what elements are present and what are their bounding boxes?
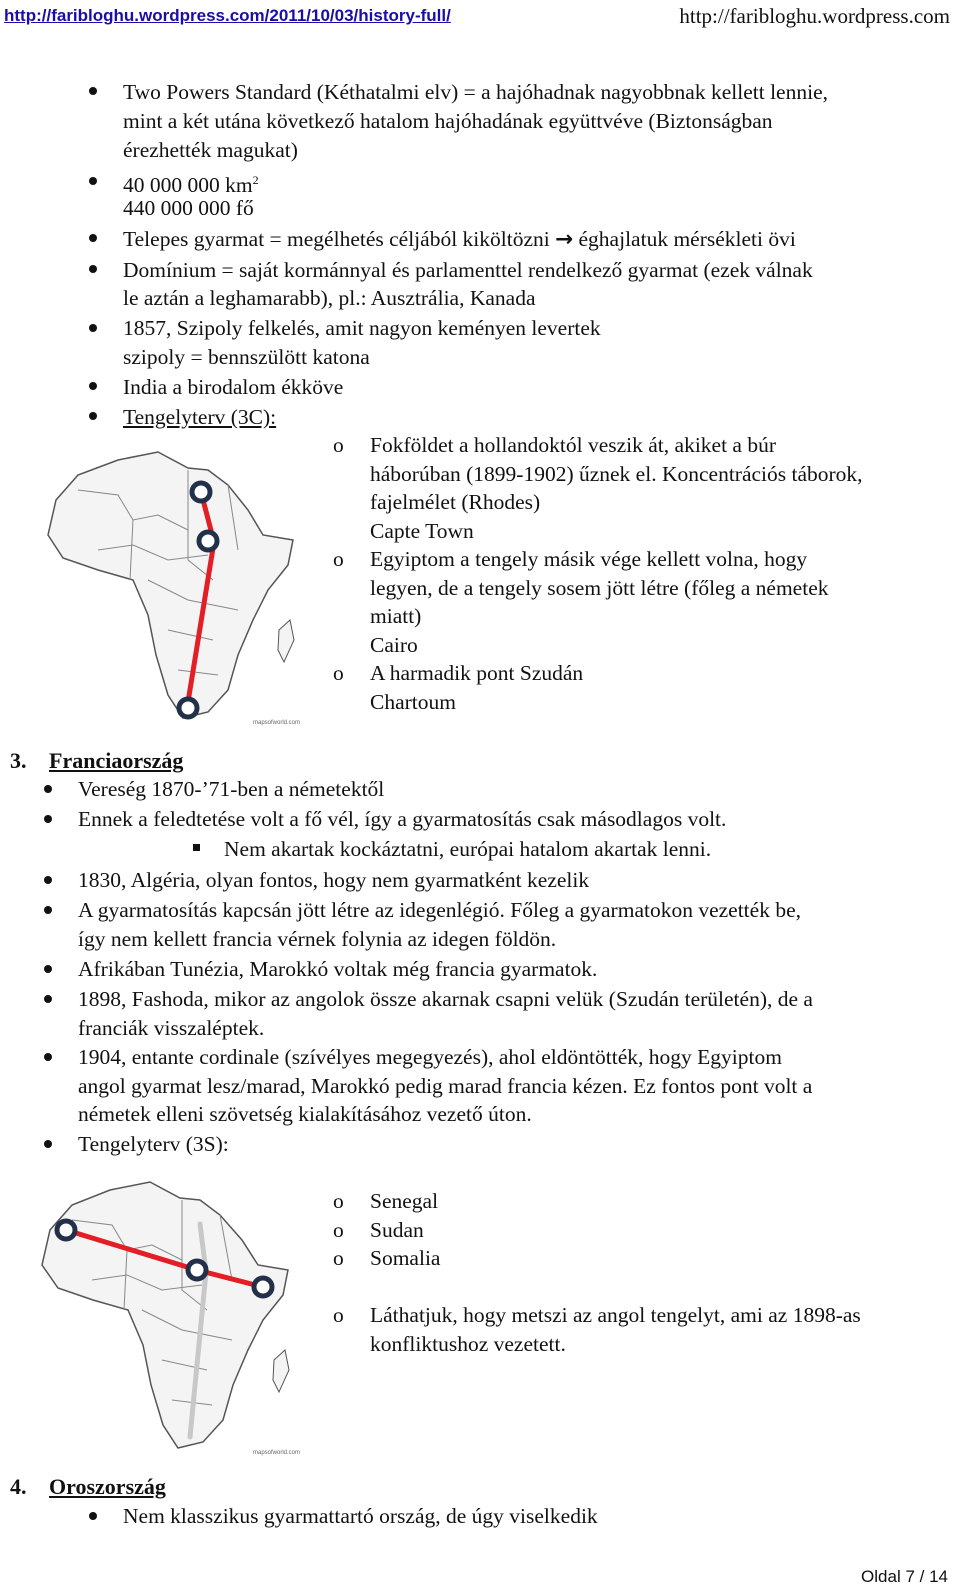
bullet-icon	[89, 177, 97, 185]
bullet-icon	[44, 785, 52, 793]
circle-bullet-icon: o	[333, 1303, 344, 1327]
superscript: 2	[252, 173, 259, 187]
text-line: Egyiptom a tengely másik vége kellett volna, hogy	[370, 547, 808, 571]
circle-bullet-icon: o	[333, 547, 344, 571]
text-line: Vereség 1870-’71-ben a németektől	[78, 777, 385, 801]
cairo-marker-icon	[192, 483, 210, 501]
text-line: Ennek a feledtetése volt a fő vél, így a gyarmatosítás csak másodlagos volt.	[78, 807, 727, 831]
circle-bullet-icon: o	[333, 661, 344, 685]
bullet-icon	[89, 265, 97, 273]
climate-text: éghajlatuk mérsékleti övi	[578, 227, 796, 251]
text-line: franciák visszaléptek.	[78, 1016, 265, 1040]
text-line: 440 000 000 fő	[123, 196, 254, 220]
africa-map-3s	[30, 1172, 310, 1462]
text-line: Tengelyterv (3S):	[78, 1132, 229, 1156]
text-line: Nem klasszikus gyarmattartó ország, de úgy viselkedik	[123, 1504, 598, 1528]
bullet-icon	[89, 234, 97, 242]
square-bullet-icon	[193, 844, 200, 851]
map-caption: mapsofworld.com	[253, 1450, 301, 1456]
text-line: 1857, Szipoly felkelés, amit nagyon keményen levertek	[123, 316, 601, 340]
text-line: háborúban (1899-1902) űznek el. Koncentrációs táborok,	[370, 462, 863, 486]
text-line: India a birodalom ékköve	[123, 375, 344, 399]
text-line: 1898, Fashoda, mikor az angolok össze akarnak csapni velük (Szudán területén), de a	[78, 987, 813, 1011]
section-title: Franciaország	[49, 748, 184, 773]
section-title: Oroszország	[49, 1474, 166, 1499]
text-line	[123, 225, 796, 254]
text-line: Two Powers Standard (Kéthatalmi elv) = a hajóhadnak nagyobbnak kellett lennie,	[123, 80, 828, 104]
header-site-text: http://faribloghu.wordpress.com	[679, 4, 950, 28]
settler-colony-text: Telepes gyarmat = megélhetés céljából kiköltözni	[123, 227, 550, 251]
bullet-icon	[44, 1140, 52, 1148]
circle-bullet-icon: o	[333, 1246, 344, 1270]
sudan-marker-icon	[188, 1261, 206, 1279]
text-line: Chartoum	[370, 690, 456, 714]
khartoum-marker-icon	[199, 532, 217, 550]
text-line: 1830, Algéria, olyan fontos, hogy nem gyarmatként kezelik	[78, 868, 590, 892]
madagascar-shape	[273, 1350, 289, 1392]
text-line: Senegal	[370, 1189, 439, 1213]
text-line: miatt)	[370, 604, 422, 628]
africa-outline	[42, 1182, 288, 1448]
text-line: németek elleni szövetség kialakításához vezető úton.	[78, 1102, 532, 1126]
bullet-icon	[89, 324, 97, 332]
text-line: angol gyarmat lesz/marad, Marokkó pedig marad francia kézen. Ez fontos pont volt a	[78, 1074, 813, 1098]
text-line: Somalia	[370, 1246, 441, 1270]
bullet-icon	[44, 995, 52, 1003]
section-number: 4.	[10, 1474, 27, 1499]
senegal-marker-icon	[57, 1221, 75, 1239]
bullet-icon	[44, 965, 52, 973]
bullet-icon	[44, 906, 52, 914]
text-line: Tengelyterv (3C):	[123, 405, 277, 429]
africa-outline	[48, 452, 293, 718]
text-line: konfliktushoz vezetett.	[370, 1332, 566, 1356]
madagascar-shape	[278, 620, 294, 662]
text-line: Fokföldet a hollandoktól veszik át, akiket a búr	[370, 433, 777, 457]
section-number: 3.	[10, 748, 27, 773]
text-line: Afrikában Tunézia, Marokkó voltak még francia gyarmatok.	[78, 957, 598, 981]
text-line: 1904, entante cordinale (szívélyes megegyezés), ahol eldöntötték, hogy Egyiptom	[78, 1045, 782, 1069]
africa-map-3c	[38, 440, 308, 730]
somalia-marker-icon	[254, 1278, 272, 1296]
bullet-icon	[44, 876, 52, 884]
text-line: Capte Town	[370, 519, 474, 543]
circle-bullet-icon: o	[333, 1218, 344, 1242]
text-line: érezhették magukat)	[123, 138, 298, 162]
text-line: A harmadik pont Szudán	[370, 661, 584, 685]
page-number: Oldal 7 / 14	[861, 1567, 948, 1586]
circle-bullet-icon: o	[333, 1189, 344, 1213]
text-line: legyen, de a tengely sosem jött létre (főleg a németek	[370, 576, 829, 600]
bullet-icon	[89, 87, 97, 95]
text-line: le aztán a leghamarabb), pl.: Ausztrália, Kanada	[123, 286, 536, 310]
bullet-icon	[44, 815, 52, 823]
text-line: Domínium = saját kormánnyal és parlamenttel rendelkező gyarmat (ezek válnak	[123, 258, 813, 282]
area-value: 40 000 000 km	[123, 173, 253, 198]
arrow-right-icon: →	[555, 227, 574, 252]
bullet-icon	[89, 412, 97, 420]
bullet-icon	[89, 382, 97, 390]
circle-bullet-icon: o	[333, 433, 344, 457]
text-line: így nem kellett francia vérnek folynia az idegen földön.	[78, 927, 557, 951]
text-line: fajelmélet (Rhodes)	[370, 490, 541, 514]
bullet-icon	[44, 1053, 52, 1061]
text-line: A gyarmatosítás kapcsán jött létre az idegenlégió. Főleg a gyarmatokon vezették be,	[78, 898, 801, 922]
text-line: szipoly = bennszülött katona	[123, 345, 370, 369]
text-line: Cairo	[370, 633, 418, 657]
capetown-marker-icon	[179, 699, 197, 717]
bullet-icon	[89, 1512, 97, 1520]
text-line: mint a két utána következő hatalom hajóhadának együttvéve (Biztonságban	[123, 109, 773, 133]
map-caption: mapsofworld.com	[253, 720, 301, 726]
text-line: Sudan	[370, 1218, 424, 1242]
header-source-link[interactable]: http://faribloghu.wordpress.com/2011/10/03/history-full/	[4, 6, 451, 25]
text-line: Nem akartak kockáztatni, európai hatalom akartak lenni.	[224, 837, 712, 861]
text-line: Láthatjuk, hogy metszi az angol tengelyt, ami az 1898-as	[370, 1303, 861, 1327]
